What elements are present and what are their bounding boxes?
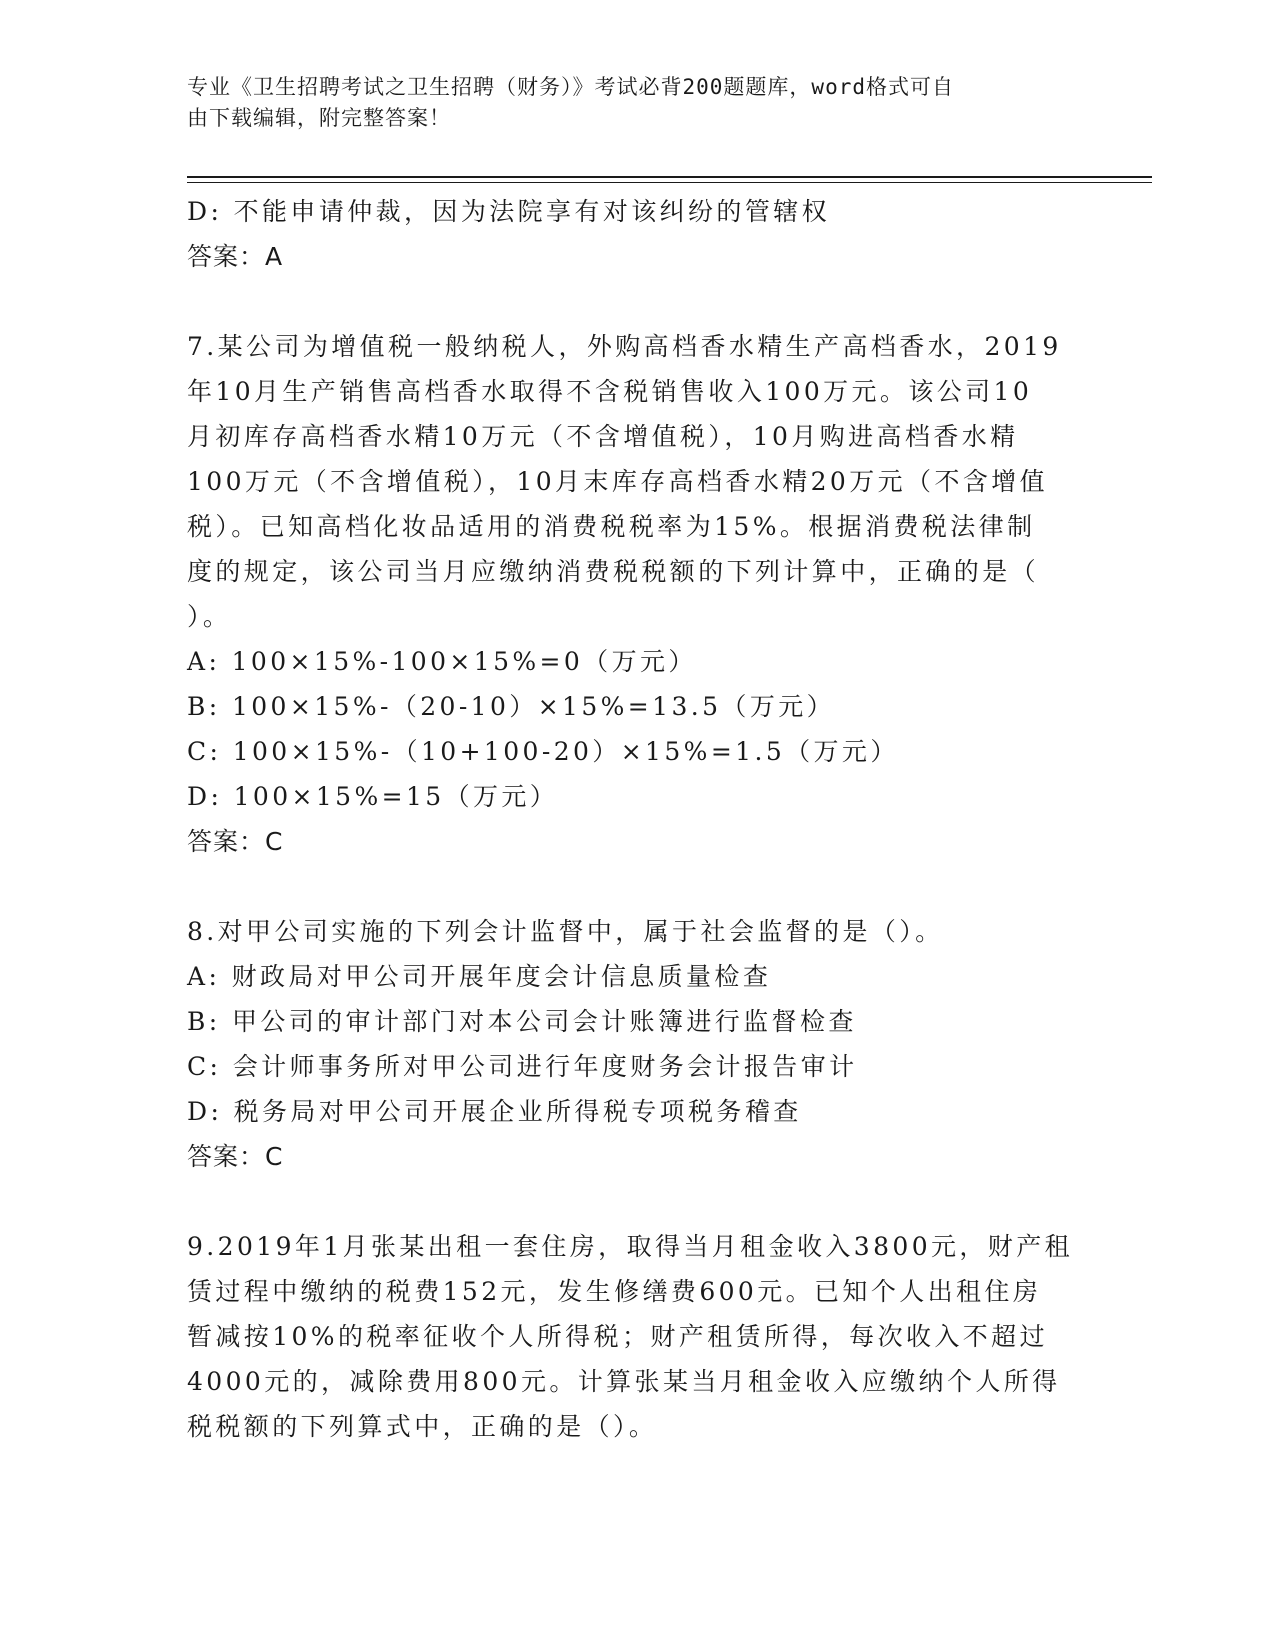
question-text-line: 年10月生产销售高档香水取得不含税销售收入100万元。该公司10 <box>187 377 1033 406</box>
spacer <box>187 279 1087 324</box>
answer-line: 答案：C <box>187 827 284 856</box>
document-body <box>187 189 1087 1449</box>
question-9 <box>187 1224 1087 1449</box>
question-text-line: 4000元的，减除费用800元。计算张某当月租金收入应缴纳个人所得 <box>187 1367 1061 1396</box>
question-text-line: 税）。已知高档化妆品适用的消费税税率为15%。根据消费税法律制 <box>187 512 1036 541</box>
spacer <box>187 1179 1087 1224</box>
header-line-2: 由下载编辑，附完整答案！ <box>187 106 451 130</box>
option-c: C: 会计师事务所对甲公司进行年度财务会计报告审计 <box>187 1052 858 1081</box>
spacer <box>187 864 1087 909</box>
option-c: C: 100×15%-（10+100-20）×15%=1.5（万元） <box>187 737 899 766</box>
question-text-line: 7.某公司为增值税一般纳税人，外购高档香水精生产高档香水，2019 <box>187 332 1062 361</box>
header-divider-thick <box>187 176 1152 178</box>
question-text-line: 暂减按10%的税率征收个人所得税；财产租赁所得，每次收入不超过 <box>187 1322 1048 1351</box>
question-8 <box>187 909 1087 1179</box>
option-a: A: 财政局对甲公司开展年度会计信息质量检查 <box>187 962 772 991</box>
question-6 <box>187 189 1087 279</box>
answer-line: 答案：C <box>187 1142 284 1171</box>
document-header <box>187 72 1067 134</box>
question-text-line: 100万元（不含增值税），10月末库存高档香水精20万元（不含增值 <box>187 467 1049 496</box>
option-d: D: 100×15%=15（万元） <box>187 782 559 811</box>
option-b: B: 甲公司的审计部门对本公司会计账簿进行监督检查 <box>187 1007 857 1036</box>
question-text-line: 度的规定，该公司当月应缴纳消费税税额的下列计算中，正确的是（ <box>187 557 1040 586</box>
question-7 <box>187 324 1087 864</box>
question-text-line: 8.对甲公司实施的下列会计监督中，属于社会监督的是（）。 <box>187 917 944 946</box>
question-text-line: 月初库存高档香水精10万元（不含增值税），10月购进高档香水精 <box>187 422 1019 451</box>
question-text-line: ）。 <box>187 602 232 631</box>
option-a: A: 100×15%-100×15%=0（万元） <box>187 647 697 676</box>
question-text-line: 税税额的下列算式中，正确的是（）。 <box>187 1412 658 1441</box>
question-text-line: 9.2019年1月张某出租一套住房，取得当月租金收入3800元，财产租 <box>187 1232 1074 1261</box>
option-d: D: 不能申请仲裁，因为法院享有对该纠纷的管辖权 <box>187 197 831 226</box>
option-d: D: 税务局对甲公司开展企业所得税专项税务稽查 <box>187 1097 802 1126</box>
answer-line: 答案：A <box>187 242 284 271</box>
header-divider-thin <box>187 182 1152 183</box>
question-text-line: 赁过程中缴纳的税费152元，发生修缮费600元。已知个人出租住房 <box>187 1277 1042 1306</box>
option-b: B: 100×15%-（20-10）×15%=13.5（万元） <box>187 692 836 721</box>
header-line-1: 专业《卫生招聘考试之卫生招聘（财务）》考试必背200题题库，word格式可自 <box>187 75 954 99</box>
